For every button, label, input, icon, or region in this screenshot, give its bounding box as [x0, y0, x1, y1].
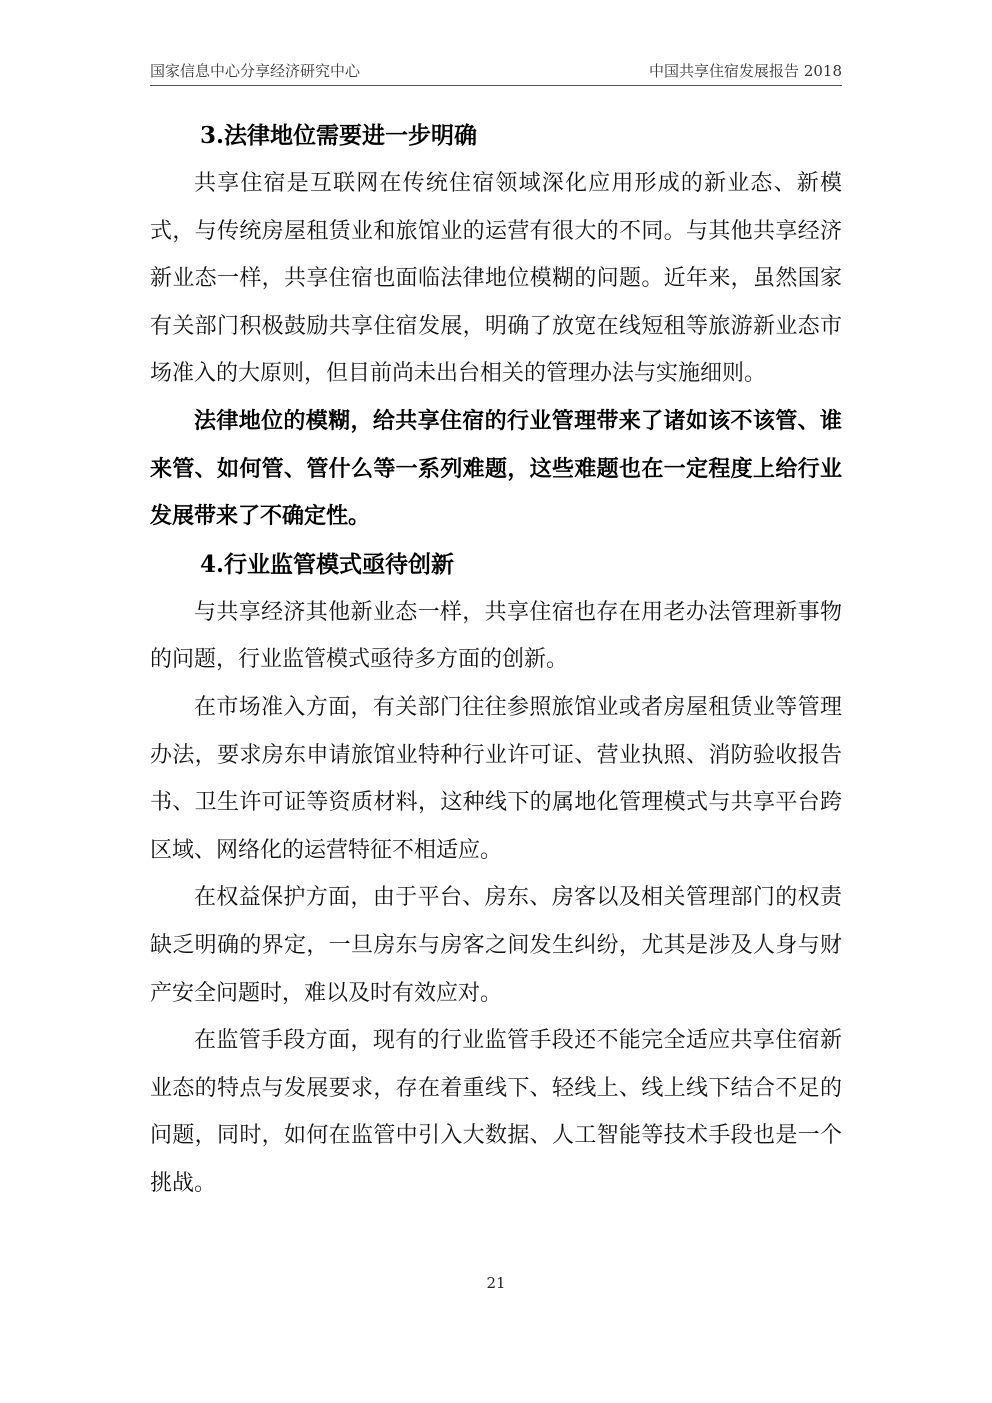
- paragraph-emphasis: 法律地位的模糊，给共享住宿的行业管理带来了诸如该不该管、谁来管、如何管、管什么等一系列难题，这些难题也在一定程度上给行业发展带来了不确定性。: [150, 407, 842, 530]
- paragraph: 在监管手段方面，现有的行业监管手段还不能完全适应共享住宿新业态的特点与发展要求，存在着重线下、轻线上、线上线下结合不足的问题，同时，如何在监管中引入大数据、人工智能等技术手段也是一个挑战。: [150, 1028, 842, 1196]
- paragraph: 在权益保护方面，由于平台、房东、房客以及相关管理部门的权责缺乏明确的界定，一旦房东与房客之间发生纠纷，尤其是涉及人身与财产安全问题时，难以及时有效应对。: [150, 885, 842, 1006]
- paragraph: 与共享经济其他新业态一样，共享住宿也存在用老办法管理新事物的问题，行业监管模式亟待多方面的创新。: [150, 599, 842, 673]
- paragraph: 共享住宿是互联网在传统住宿领域深化应用形成的新业态、新模式，与传统房屋租赁业和旅馆业的运营有很大的不同。与其他共享经济新业态一样，共享住宿也面临法律地位模糊的问题。近年来，虽然国家有关部门积极鼓励共享住宿发展，明确了放宽在线短租等旅游新业态市场准入的大原则，但目前尚未出台相关的管理办法与实施细则。: [150, 171, 842, 387]
- header-organization: 国家信息中心分享经济研究中心: [150, 62, 361, 80]
- header-report-title: 中国共享住宿发展报告 2018: [649, 62, 842, 80]
- document-body: [150, 112, 842, 1207]
- header-divider: [150, 85, 842, 86]
- section-heading-legal-status: 3.法律地位需要进一步明确: [200, 122, 478, 149]
- page-header: [150, 60, 842, 86]
- paragraph: 在市场准入方面，有关部门往往参照旅馆业或者房屋租赁业等管理办法，要求房东申请旅馆业特种行业许可证、营业执照、消防验收报告书、卫生许可证等资质材料，这种线下的属地化管理模式与共享平台跨区域、网络化的运营特征不相适应。: [150, 694, 842, 863]
- page-number: 21: [486, 1274, 506, 1292]
- section-heading-regulation-model: 4.行业监管模式亟待创新: [200, 550, 455, 578]
